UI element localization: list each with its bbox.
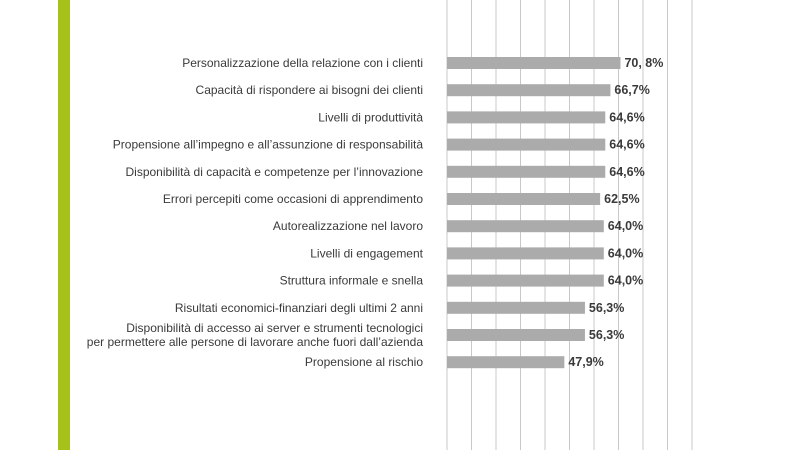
category-label: Propensione all’impegno e all’assunzione di responsabilità [112, 137, 423, 152]
value-label: 56,3% [588, 328, 625, 342]
value-label: 64,6% [609, 137, 645, 152]
value-label: 47,9% [568, 355, 604, 370]
value-label: 66,7% [614, 83, 650, 98]
category-label: Capacità di rispondere ai bisogni dei clienti [195, 83, 423, 98]
category-label: Personalizzazione della relazione con i clienti [182, 56, 423, 70]
bar [447, 275, 604, 287]
category-label: Struttura informale e snella [279, 273, 423, 288]
category-label: Autorealizzazione nel lavoro [272, 219, 423, 234]
bar [447, 57, 620, 69]
category-label: Disponibilità di accesso ai server e strumenti tecnologici [126, 321, 423, 335]
value-label: 64,6% [609, 164, 645, 179]
category-label: per permettere alle persone di lavorare anche fuori dall’azienda [86, 335, 423, 349]
category-labels [87, 56, 424, 369]
bar [447, 329, 585, 341]
category-label: Disponibilità di capacità e competenze per l’innovazione [125, 164, 423, 179]
category-label: Livelli di produttività [318, 110, 423, 125]
bar [447, 220, 604, 232]
value-label: 64,6% [609, 110, 645, 125]
value-label: 56,3% [588, 300, 625, 315]
category-label: Errori percepiti come occasioni di apprendimento [162, 192, 423, 206]
bar [447, 139, 605, 151]
value-label: 70, 8% [624, 56, 664, 70]
bar [447, 356, 564, 368]
value-label: 62,5% [604, 192, 640, 206]
bar [447, 84, 610, 96]
category-label: Livelli di engagement [310, 246, 423, 261]
bar [447, 247, 604, 259]
category-label: Propensione al rischio [304, 355, 423, 370]
value-labels [568, 56, 663, 369]
bar [447, 166, 605, 178]
category-label: Risultati economici-finanziari degli ultimi 2 anni [174, 300, 423, 315]
value-label: 64,0% [607, 246, 644, 261]
value-label: 64,0% [607, 219, 644, 234]
bar [447, 193, 600, 205]
value-label: 64,0% [607, 273, 644, 288]
bar [447, 111, 605, 123]
bar [447, 302, 585, 314]
